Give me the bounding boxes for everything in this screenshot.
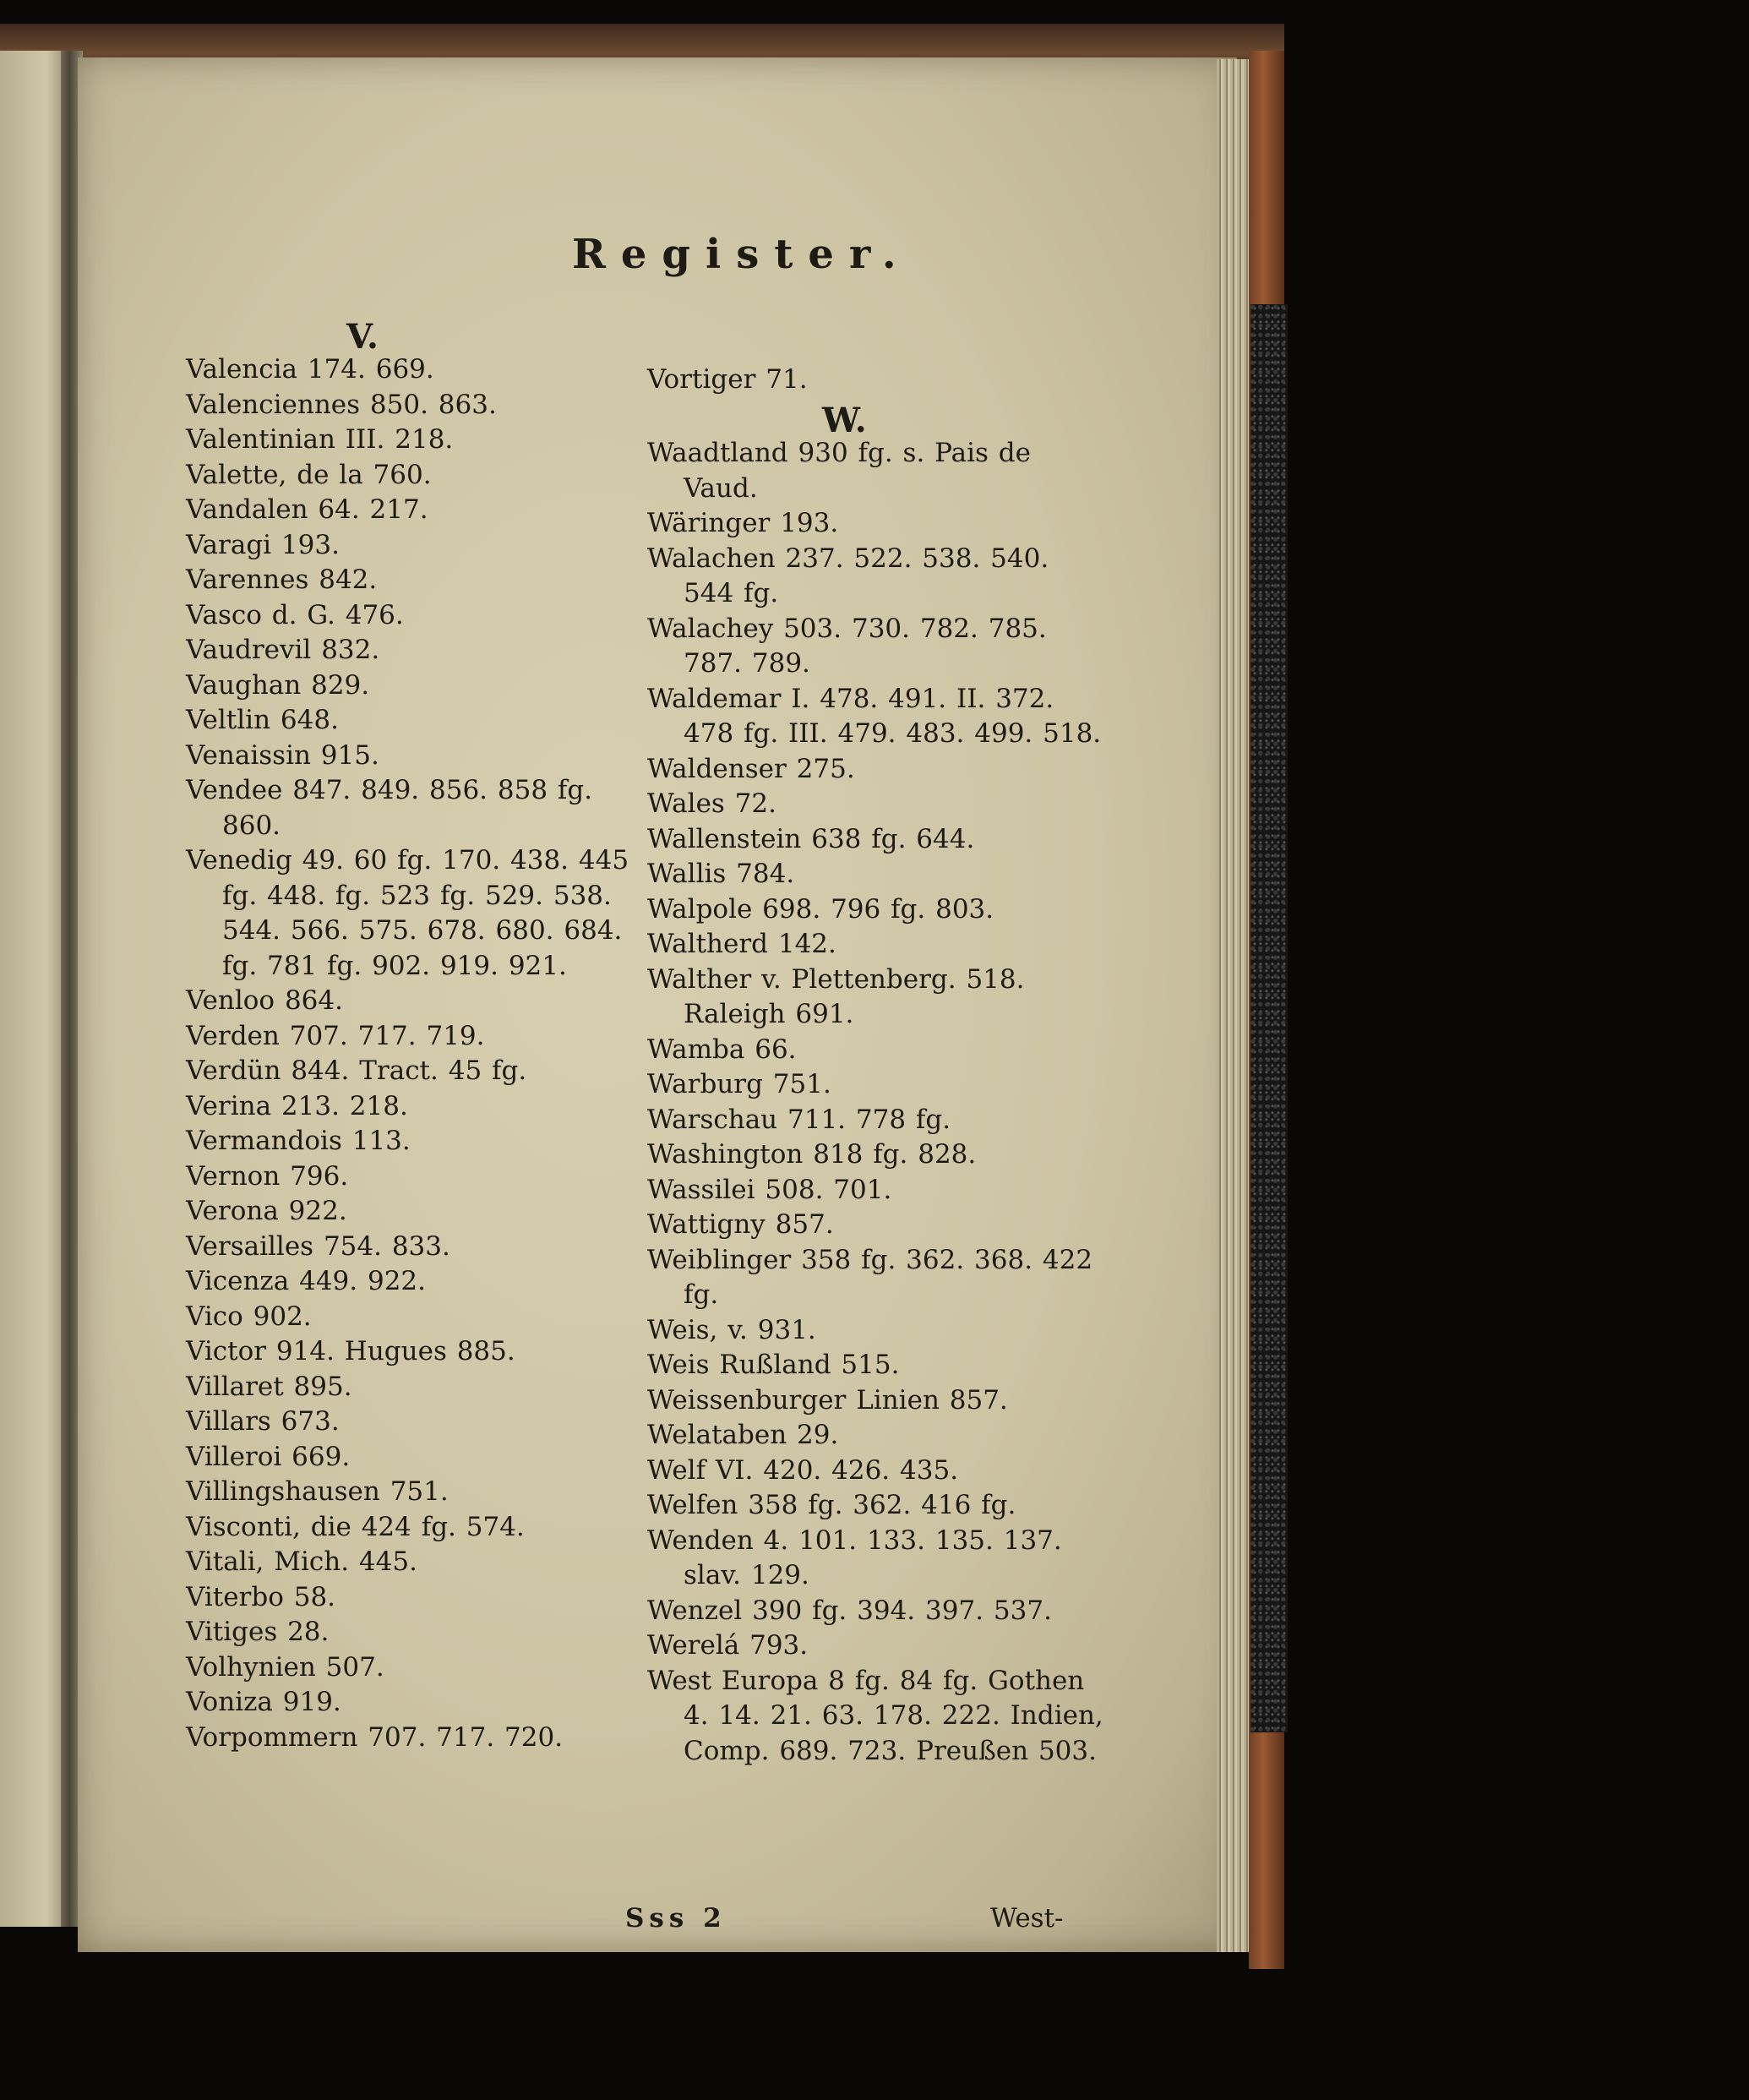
- index-entry: Welf VI. 420. 426. 435.: [647, 1454, 959, 1486]
- section-heading-v: V.: [346, 317, 379, 357]
- index-entry: Weis Rußland 515.: [647, 1350, 900, 1380]
- signature-mark: Sss 2: [625, 1903, 727, 1934]
- catchword: West-: [990, 1903, 1064, 1934]
- index-entry: Venaissin 915.: [186, 739, 379, 771]
- index-entry: Vendee 847. 849. 856. 858 fg. 860.: [186, 775, 593, 841]
- index-entry: Villars 673.: [186, 1406, 340, 1437]
- index-entry: Vortiger 71.: [647, 364, 808, 395]
- index-entry: Waadtland 930 fg. s. Pais de Vaud.: [647, 438, 1031, 504]
- index-entry: Vico 902.: [186, 1301, 312, 1332]
- index-entry: Welfen 358 fg. 362. 416 fg.: [647, 1490, 1016, 1520]
- index-entry: Vorpommern 707. 717. 720.: [186, 1721, 564, 1753]
- right-entry-list: [647, 436, 1103, 1769]
- index-entry: Venedig 49. 60 fg. 170. 438. 445 fg. 448. fg. 523 fg. 529. 538. 544. 566. 575. 678. 680. 684. fg. 781 fg. 902. 919. 921.: [186, 845, 629, 981]
- index-entry: Verina 213. 218.: [186, 1090, 408, 1121]
- marbled-board: [1250, 304, 1288, 1732]
- index-entry: Wenden 4. 101. 133. 135. 137. slav. 129.: [647, 1525, 1062, 1590]
- index-entry: Waltherd 142.: [647, 929, 836, 959]
- index-entry: Washington 818 fg. 828.: [647, 1139, 977, 1170]
- index-entry: Verden 707. 717. 719.: [186, 1020, 485, 1051]
- index-entry: Voniza 919.: [186, 1687, 341, 1717]
- index-entry: Versailles 754. 833.: [186, 1230, 450, 1262]
- index-entry: Visconti, die 424 fg. 574.: [186, 1511, 525, 1542]
- index-entry: Villingshausen 751.: [186, 1476, 449, 1507]
- index-entry: Vasco d. G. 476.: [186, 599, 404, 630]
- index-entry: Wales 72.: [647, 788, 776, 819]
- index-entry: Viterbo 58.: [186, 1581, 336, 1612]
- left-page-edge: [0, 51, 66, 1927]
- index-entry: Villaret 895.: [186, 1371, 352, 1402]
- index-entry: Weiblinger 358 fg. 362. 368. 422 fg.: [647, 1244, 1093, 1310]
- index-entry: Waldenser 275.: [647, 753, 855, 784]
- index-entry: Valentinian III. 218.: [186, 424, 454, 455]
- index-entry: Vicenza 449. 922.: [186, 1266, 426, 1296]
- index-entry: Walachen 237. 522. 538. 540. 544 fg.: [647, 543, 1049, 608]
- right-top-entry-list: [647, 363, 808, 398]
- page-text: [78, 57, 1237, 1952]
- section-heading-w: W.: [822, 401, 867, 440]
- index-entry: Wenzel 390 fg. 394. 397. 537.: [647, 1595, 1052, 1626]
- index-entry: Wallis 784.: [647, 859, 795, 889]
- index-entry: Vitiges 28.: [186, 1617, 330, 1647]
- index-entry: Vaughan 829.: [186, 669, 370, 701]
- index-entry: Verdün 844. Tract. 45 fg.: [186, 1055, 527, 1086]
- index-entry: Villeroi 669.: [186, 1441, 351, 1472]
- index-entry: Wäringer 193.: [647, 508, 839, 538]
- index-entry: Welataben 29.: [647, 1420, 839, 1450]
- index-entry: Weis, v. 931.: [647, 1314, 816, 1345]
- index-entry: Valenciennes 850. 863.: [186, 389, 497, 420]
- page-title: Register.: [572, 231, 912, 278]
- index-entry: Venloo 864.: [186, 985, 343, 1016]
- index-entry: Wallenstein 638 fg. 644.: [647, 823, 975, 854]
- index-entry: Wassilei 508. 701.: [647, 1174, 892, 1205]
- index-entry: Vandalen 64. 217.: [186, 494, 428, 525]
- index-entry: Vermandois 113.: [186, 1126, 411, 1156]
- index-entry: Verona 922.: [186, 1196, 347, 1226]
- index-entry: Valencia 174. 669.: [186, 354, 434, 385]
- index-entry: Victor 914. Hugues 885.: [186, 1336, 515, 1366]
- index-entry: West Europa 8 fg. 84 fg. Gothen 4. 14. 21. 63. 178. 222. Indien, Comp. 689. 723. Preußen 503.: [647, 1665, 1103, 1766]
- index-entry: Walachey 503. 730. 782. 785. 787. 789.: [647, 613, 1047, 679]
- index-entry: Warburg 751.: [647, 1069, 831, 1099]
- index-entry: Wamba 66.: [647, 1034, 797, 1065]
- index-entry: Walpole 698. 796 fg. 803.: [647, 893, 994, 925]
- index-entry: Werelá 793.: [647, 1630, 809, 1661]
- index-entry: Warschau 711. 778 fg.: [647, 1104, 951, 1135]
- index-entry: Varennes 842.: [186, 565, 378, 595]
- index-entry: Walther v. Plettenberg. 518. Raleigh 691.: [647, 963, 1025, 1029]
- index-entry: Veltlin 648.: [186, 705, 339, 735]
- index-entry: Waldemar I. 478. 491. II. 372. 478 fg. III. 479. 483. 499. 518.: [647, 683, 1102, 749]
- index-entry: Weissenburger Linien 857.: [647, 1384, 1008, 1415]
- index-entry: Volhynien 507.: [186, 1651, 384, 1683]
- index-entry: Vaudrevil 832.: [186, 635, 380, 665]
- index-entry: Wattigny 857.: [647, 1209, 834, 1240]
- index-entry: Vitali, Mich. 445.: [186, 1546, 417, 1577]
- left-entry-list: [186, 352, 642, 1755]
- index-entry: Varagi 193.: [186, 529, 340, 560]
- index-entry: Valette, de la 760.: [186, 459, 432, 490]
- index-entry: Vernon 796.: [186, 1160, 349, 1192]
